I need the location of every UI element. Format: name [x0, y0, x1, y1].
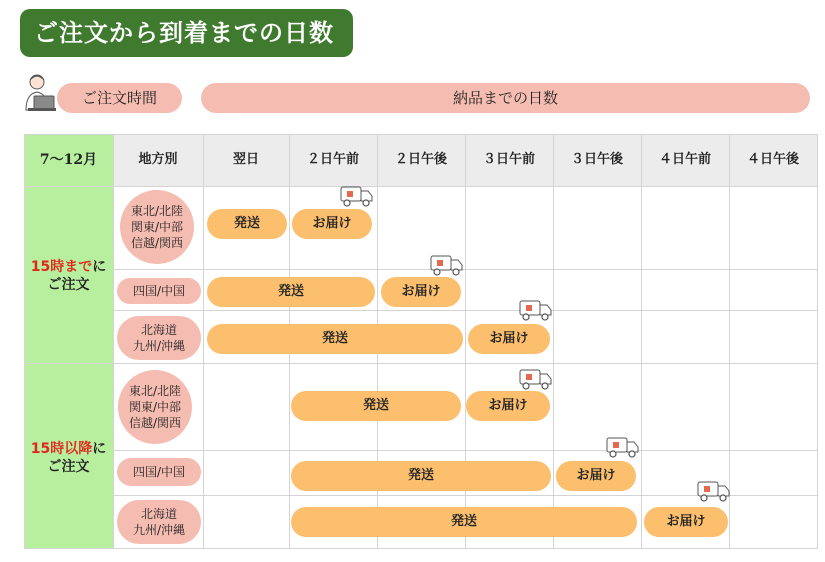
region-line: 信越/関西	[128, 416, 182, 430]
grid-line	[641, 134, 642, 549]
grid-line	[113, 310, 818, 311]
delivery-truck-icon	[519, 298, 553, 322]
delivery-truck-icon	[697, 479, 731, 503]
group-label-particle: に	[92, 259, 107, 275]
group-label-before-15	[24, 258, 113, 294]
ship-bar: 発送	[291, 507, 637, 537]
person-at-laptop-icon	[22, 70, 56, 112]
deliver-bar: お届け	[292, 209, 372, 239]
group-label-order: ご注文	[47, 459, 90, 475]
group-label-particle: に	[92, 441, 107, 457]
ship-bar: 発送	[207, 277, 375, 307]
ship-bar: 発送	[291, 461, 551, 491]
deliver-bar: お届け	[468, 324, 550, 354]
grid-line	[113, 450, 818, 451]
region-shikoku-chugoku	[117, 278, 201, 304]
region-line: 東北/北陸	[130, 204, 184, 218]
group-label-time: 15時まで	[30, 259, 93, 275]
deliver-bar: お届け	[644, 507, 728, 537]
delivery-truck-icon	[430, 253, 464, 277]
region-line: 四国/中国	[132, 465, 186, 479]
deliver-bar: お届け	[381, 277, 461, 307]
region-shikoku-chugoku	[117, 458, 201, 486]
order-time-header: ご注文時間	[57, 83, 182, 113]
grid-line	[817, 134, 818, 549]
group-label-after-15	[24, 440, 113, 476]
region-hokkaido-kyushu	[117, 316, 201, 360]
delivery-days-header: 納品までの日数	[201, 83, 810, 113]
grid-line	[24, 363, 818, 364]
region-line: 九州/沖縄	[132, 339, 186, 353]
group-label-time: 15時以降	[30, 441, 93, 457]
region-line: 関東/中部	[128, 400, 182, 414]
region-line: 九州/沖縄	[132, 523, 186, 537]
deliver-bar: お届け	[556, 461, 636, 491]
column-header-day2-pm: ２日午後	[394, 152, 447, 167]
grid-line	[24, 134, 25, 549]
deliver-bar: お届け	[466, 391, 550, 421]
region-line: 北海道	[140, 507, 177, 521]
grid-line	[553, 134, 554, 549]
page-title: ご注文から到着までの日数	[20, 9, 353, 57]
region-line: 四国/中国	[132, 284, 186, 298]
region-line: 東北/北陸	[128, 384, 182, 398]
grid-line	[113, 134, 114, 549]
column-header-day3-pm: ３日午後	[570, 152, 623, 167]
ship-bar: 発送	[207, 209, 287, 239]
group-label-order: ご注文	[47, 277, 90, 293]
column-header-day3-am: ３日午前	[482, 152, 535, 167]
region-line: 北海道	[140, 323, 177, 337]
delivery-truck-icon	[606, 435, 640, 459]
column-header-day2-am: ２日午前	[306, 152, 359, 167]
column-header-day4-am: ４日午前	[658, 152, 711, 167]
ship-bar: 発送	[207, 324, 463, 354]
region-line: 関東/中部	[130, 220, 184, 234]
region-tohoku-kanto-kansai	[120, 190, 194, 264]
region-column-header: 地方別	[138, 152, 178, 167]
delivery-truck-icon	[519, 367, 553, 391]
delivery-truck-icon	[340, 184, 374, 208]
region-line: 信越/関西	[130, 236, 184, 250]
season-header: 7〜12月	[39, 152, 98, 168]
grid-line	[24, 186, 818, 187]
grid-line	[203, 134, 204, 549]
ship-bar: 発送	[291, 391, 461, 421]
column-header-next-day: 翌日	[232, 152, 259, 167]
region-tohoku-kanto-kansai	[118, 370, 192, 444]
grid-line	[24, 548, 818, 549]
column-header-day4-pm: ４日午後	[746, 152, 799, 167]
grid-line	[113, 269, 818, 270]
region-hokkaido-kyushu	[117, 500, 201, 544]
